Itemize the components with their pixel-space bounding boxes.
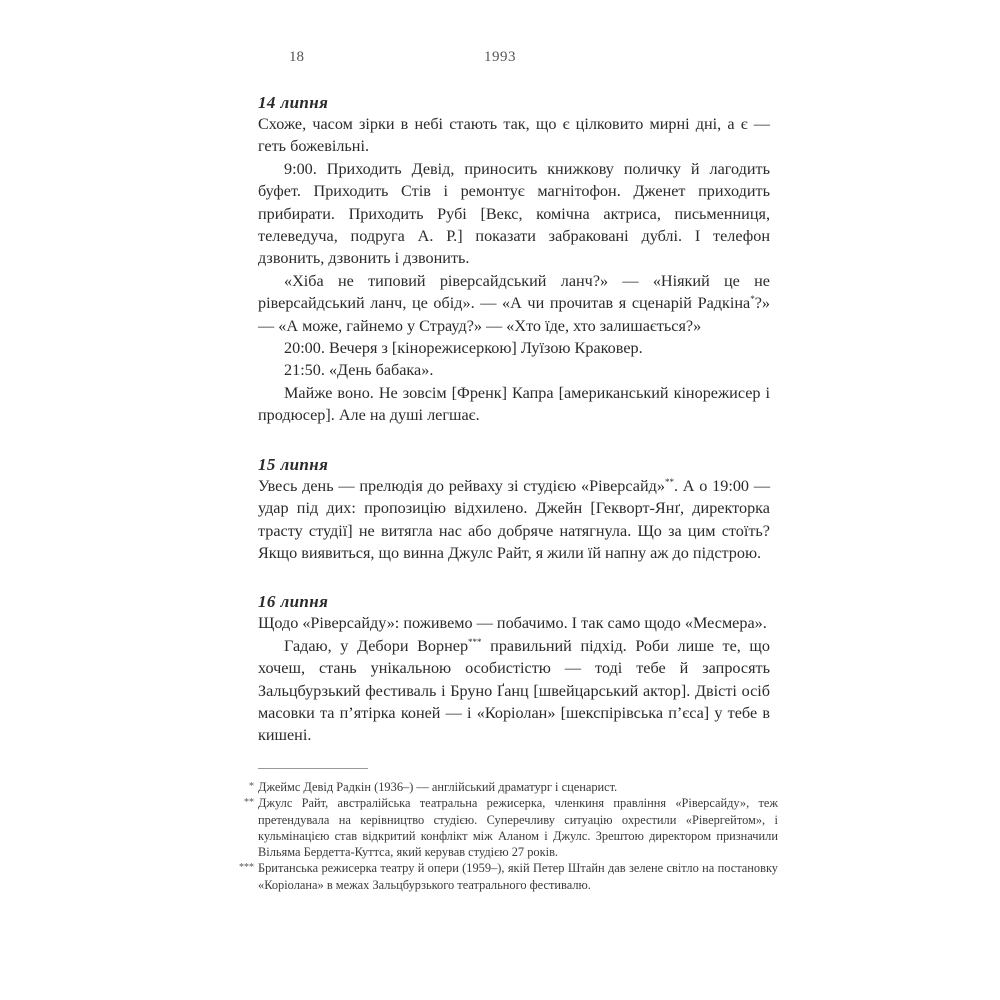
paragraph-text: «Хіба не типовий ріверсайдський ланч?» — «Ніякий це не ріверсайдський ланч, це обід». — «А чи прочитав я сценарій Радкіна	[258, 271, 770, 313]
running-head	[0, 49, 1000, 71]
paragraph: 20:00. Вечеря з [кінорежисеркою] Луїзою Краковер.	[284, 339, 643, 358]
paragraph: Щодо «Ріверсайду»: поживемо — побачимо. І так само щодо «Месмера».	[258, 614, 767, 633]
footnote-mark: **	[244, 797, 254, 809]
footnote-ref[interactable]: **	[664, 476, 674, 487]
footnote-ref[interactable]: *	[750, 294, 755, 305]
footnote-text: Джеймс Девід Радкін (1936–) — англійський драматург і сценарист.	[258, 780, 618, 794]
paragraph	[258, 635, 770, 747]
paragraph: 9:00. Приходить Девід, приносить книжкову поличку й лагодить буфет. Приходить Стів і ремонтує магнітофон. Дженет приходить прибирати. Приходить Рубі [Векс, комічна актриса, письменниця, телеведуча, подруга А. Р.] показати забраковані дублі. І телефон дзвонить, дзвонить і дзвонить.	[258, 159, 770, 268]
diary-entry-14-july	[258, 92, 770, 427]
page-number: 18	[289, 49, 304, 65]
paragraph-text: . А о 19:00 — удар під дих: пропозицію відхилено. Джейн [Гекворт-Янґ, директорка трасту студії] не витягла нас або добряче натягнула. Що за цим стоїть? Якщо виявиться, що винна Джулс Райт, я жили їй напну аж до підстрою.	[258, 476, 770, 562]
paragraph: 21:50. «День бабака».	[284, 361, 434, 380]
paragraph: Схоже, часом зірки в небі стають так, що є цілковито мирні дні, а є — геть божевільні.	[258, 115, 770, 156]
footnote-mark: *	[249, 781, 254, 792]
footnote	[244, 795, 778, 860]
paragraph-text: ?» — «А може, гайнемо у Страуд?» — «Хто їде, хто залишається?»	[258, 294, 770, 335]
footnote-divider	[258, 768, 368, 769]
footnote-mark: ***	[239, 862, 254, 874]
diary-entry-16-july	[258, 591, 770, 746]
footnotes	[239, 779, 778, 893]
diary-entry-15-july	[258, 454, 770, 565]
footnote-ref[interactable]: ***	[468, 636, 482, 647]
paragraph	[258, 270, 770, 337]
paragraph-text: Увесь день — прелюдія до рейваху зі студією «Ріверсайд»	[258, 476, 665, 495]
paragraph-text: правильний підхід. Роби лише те, що хочеш, стань унікальною особистістю — тоді тебе й запросять Зальцбурзький фестиваль і Бруно Ґанц [швейцарський актор]. Двісті осіб масовки та п’ятірка коней — і «Коріолан» [шекспірівська п’єса] у тебе в кишені.	[258, 636, 770, 745]
footnote	[249, 779, 778, 795]
main-text	[258, 92, 770, 774]
paragraph: Майже воно. Не зовсім [Френк] Капра [американський кінорежисер і продюсер]. Але на душі легшає.	[258, 383, 770, 425]
paragraph-text: Гадаю, у Дебори Ворнер	[284, 636, 469, 655]
entry-date: 16 липня	[258, 592, 329, 612]
entry-date: 15 липня	[258, 454, 329, 474]
footnote-text: Британська режисерка театру й опери (1959–), якій Петер Штайн дав зелене світло на постановку «Коріолана» в межах Зальцбурзького театрального фестивалю.	[258, 861, 778, 892]
running-title: 1993	[484, 49, 516, 65]
footnote	[239, 860, 778, 893]
footnote-text: Джулс Райт, австралійська театральна режисерка, членкиня правління «Ріверсайду», теж претендувала на керівництво студією. Суперечливу ситуацію охрестили «Рівергейтом», і кульмінацією став відкритий конфлікт між Аланом і Джулс. Зрештою директором призначили Вільяма Бердетта-Куттса, який керував студією 27 років.	[258, 796, 778, 860]
paragraph	[258, 475, 770, 565]
entry-date: 14 липня	[258, 93, 329, 112]
